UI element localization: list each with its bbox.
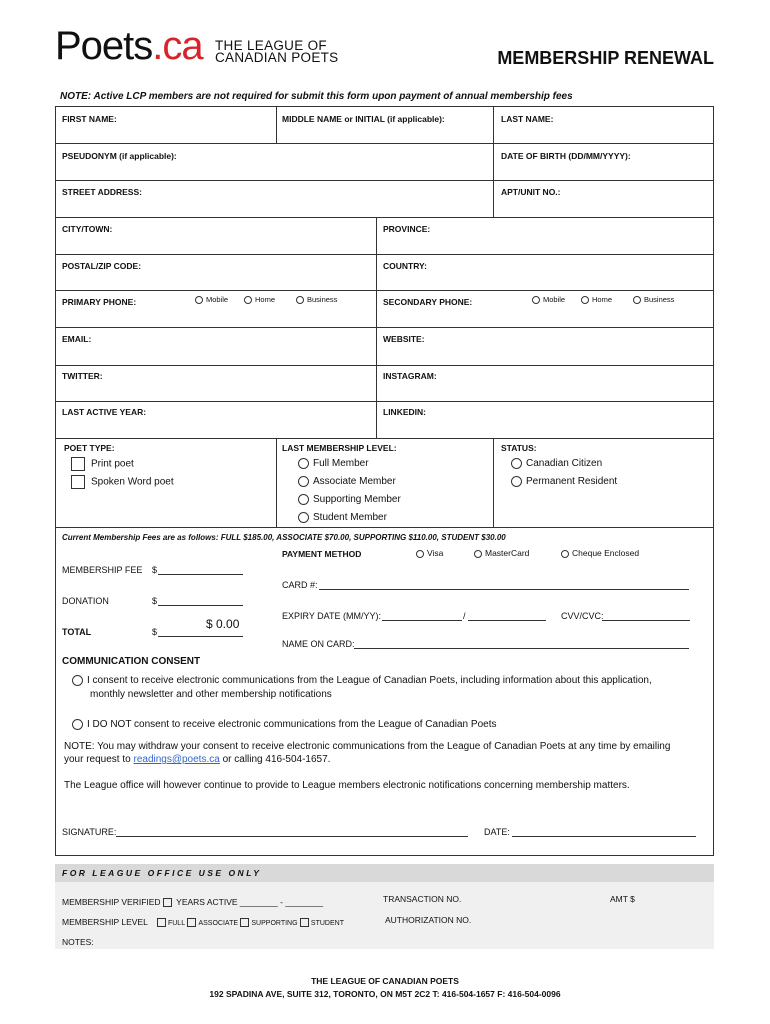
logo-line-2: CANADIAN POETS [215, 50, 339, 65]
secondary-phone-label: SECONDARY PHONE: [383, 297, 473, 307]
radio-icon[interactable] [511, 476, 522, 487]
radio-icon[interactable] [298, 458, 309, 469]
twitter-label: TWITTER: [62, 371, 103, 381]
total-currency: $ [152, 627, 158, 637]
date-input[interactable] [512, 836, 696, 837]
primary-phone-label: PRIMARY PHONE: [62, 297, 137, 307]
expiry-month-input[interactable] [382, 620, 462, 621]
donation-currency: $ [152, 596, 158, 606]
radio-icon[interactable] [633, 296, 641, 304]
status-label: STATUS: [501, 443, 537, 453]
dob-label: DATE OF BIRTH (DD/MM/YYYY): [501, 151, 631, 161]
form-grid [55, 106, 714, 856]
status-citizen[interactable]: Canadian Citizen [511, 458, 602, 469]
checkbox-icon[interactable] [187, 918, 196, 927]
country-label: COUNTRY: [383, 261, 427, 271]
last-name-label: LAST NAME: [501, 114, 554, 124]
email-label: EMAIL: [62, 334, 92, 344]
radio-icon[interactable] [532, 296, 540, 304]
expiry-label: EXPIRY DATE (MM/YY): [282, 611, 382, 621]
office-membership-level: MEMBERSHIP LEVEL FULL ASSOCIATE SUPPORTING STUDENT [62, 917, 344, 927]
linkedin-label: LINKEDIN: [383, 407, 426, 417]
payment-visa[interactable]: Visa [416, 548, 443, 558]
consent-yes-line2: monthly newsletter and other membership notifications [90, 689, 332, 700]
fees-note: Current Membership Fees are as follows: FULL $185.00, ASSOCIATE $70.00, SUPPORTING $110.00, STUDENT $30.00 [62, 533, 506, 542]
first-name-label: FIRST NAME: [62, 114, 117, 124]
total-label: TOTAL [62, 627, 92, 637]
consent-yes-option[interactable]: I consent to receive electronic communications from the League of Canadian Poets, including information about this application, [72, 675, 652, 686]
secondary-phone-mobile[interactable]: Mobile [532, 295, 565, 304]
radio-icon[interactable] [298, 494, 309, 505]
website-label: WEBSITE: [383, 334, 425, 344]
expiry-separator: / [463, 611, 466, 621]
membership-fee-label: MEMBERSHIP FEE [62, 565, 143, 575]
payment-mastercard[interactable]: MasterCard [474, 548, 529, 558]
logo-line-1: THE LEAGUE OF [215, 38, 327, 53]
poet-type-spoken-word[interactable]: Spoken Word poet [71, 475, 174, 489]
checkbox-icon[interactable] [71, 475, 85, 489]
checkbox-icon[interactable] [240, 918, 249, 927]
email-link[interactable]: readings@poets.ca [133, 754, 220, 765]
card-number-label: CARD #: [282, 580, 318, 590]
membership-associate[interactable]: Associate Member [298, 476, 396, 487]
signature-label: SIGNATURE: [62, 827, 117, 837]
consent-withdraw-note-line1: NOTE: You may withdraw your consent to receive electronic communications from the League of Canadian Poets at any time by emailing [64, 741, 671, 752]
logo-main: Poets [55, 24, 153, 68]
date-label: DATE: [484, 827, 510, 837]
consent-office-note: The League office will however continue to provide to League members electronic notifications concerning membership matters. [64, 780, 630, 791]
cvv-label: CVV/CVC: [561, 611, 604, 621]
radio-icon[interactable] [298, 476, 309, 487]
card-number-input[interactable] [319, 589, 689, 590]
postal-label: POSTAL/ZIP CODE: [62, 261, 142, 271]
radio-icon[interactable] [296, 296, 304, 304]
transaction-label: TRANSACTION NO. [383, 894, 462, 904]
checkbox-icon[interactable] [163, 898, 172, 907]
radio-icon[interactable] [195, 296, 203, 304]
membership-full[interactable]: Full Member [298, 458, 369, 469]
radio-icon[interactable] [244, 296, 252, 304]
primary-phone-mobile[interactable]: Mobile [195, 295, 228, 304]
amount-label: AMT $ [610, 894, 635, 904]
footer-org-name: THE LEAGUE OF CANADIAN POETS [311, 976, 459, 986]
total-value: $ 0.00 [206, 617, 240, 631]
membership-verified: MEMBERSHIP VERIFIED YEARS ACTIVE ________ - ________ [62, 897, 324, 907]
expiry-year-input[interactable] [468, 620, 546, 621]
primary-phone-business[interactable]: Business [296, 295, 337, 304]
street-label: STREET ADDRESS: [62, 187, 142, 197]
membership-fee-input[interactable] [158, 574, 243, 575]
membership-level-label: LAST MEMBERSHIP LEVEL: [282, 443, 397, 453]
poet-type-print[interactable]: Print poet [71, 457, 134, 471]
total-line [158, 636, 243, 637]
last-active-year-label: LAST ACTIVE YEAR: [62, 407, 147, 417]
checkbox-icon[interactable] [157, 918, 166, 927]
consent-heading: COMMUNICATION CONSENT [62, 656, 201, 667]
form-note: NOTE: Active LCP members are not required for submit this form upon payment of annual membership fees [60, 91, 573, 102]
consent-withdraw-note-line2: your request to readings@poets.ca or calling 416-504-1657. [64, 754, 331, 765]
consent-no-option[interactable]: I DO NOT consent to receive electronic communications from the League of Canadian Poets [72, 719, 496, 730]
radio-icon[interactable] [72, 675, 83, 686]
pseudonym-label: PSEUDONYM (if applicable): [62, 151, 177, 161]
logo-wordmark [55, 26, 203, 66]
poet-type-label: POET TYPE: [64, 443, 115, 453]
office-use-heading: FOR LEAGUE OFFICE USE ONLY [62, 868, 262, 878]
instagram-label: INSTAGRAM: [383, 371, 437, 381]
radio-icon[interactable] [474, 550, 482, 558]
logo-organization-name [215, 40, 338, 64]
checkbox-icon[interactable] [71, 457, 85, 471]
secondary-phone-home[interactable]: Home [581, 295, 612, 304]
authorization-label: AUTHORIZATION NO. [385, 915, 472, 925]
middle-name-label: MIDDLE NAME or INITIAL (if applicable): [282, 114, 445, 124]
radio-icon[interactable] [72, 719, 83, 730]
membership-supporting[interactable]: Supporting Member [298, 494, 401, 505]
radio-icon[interactable] [298, 512, 309, 523]
form-title: MEMBERSHIP RENEWAL [497, 48, 714, 68]
payment-cheque[interactable]: Cheque Enclosed [561, 548, 639, 558]
apt-label: APT/UNIT NO.: [501, 187, 561, 197]
payment-method-label: PAYMENT METHOD [282, 549, 362, 559]
signature-input[interactable] [116, 836, 468, 837]
radio-icon[interactable] [581, 296, 589, 304]
primary-phone-home[interactable]: Home [244, 295, 275, 304]
office-use-section [55, 864, 714, 949]
name-on-card-input[interactable] [354, 648, 689, 649]
membership-fee-currency: $ [152, 565, 158, 575]
secondary-phone-business[interactable]: Business [633, 295, 674, 304]
cvv-input[interactable] [602, 620, 690, 621]
donation-input[interactable] [158, 605, 243, 606]
name-on-card-label: NAME ON CARD: [282, 639, 355, 649]
donation-label: DONATION [62, 596, 109, 606]
radio-icon[interactable] [511, 458, 522, 469]
city-label: CITY/TOWN: [62, 224, 113, 234]
radio-icon[interactable] [561, 550, 569, 558]
office-notes-label: NOTES: [62, 937, 94, 947]
radio-icon[interactable] [416, 550, 424, 558]
logo-suffix: .ca [152, 24, 203, 68]
membership-student[interactable]: Student Member [298, 512, 387, 523]
footer-address: 192 SPADINA AVE, SUITE 312, TORONTO, ON M5T 2C2 T: 416-504-1657 F: 416-504-0096 [209, 989, 561, 999]
status-permanent-resident[interactable]: Permanent Resident [511, 476, 617, 487]
province-label: PROVINCE: [383, 224, 431, 234]
checkbox-icon[interactable] [300, 918, 309, 927]
